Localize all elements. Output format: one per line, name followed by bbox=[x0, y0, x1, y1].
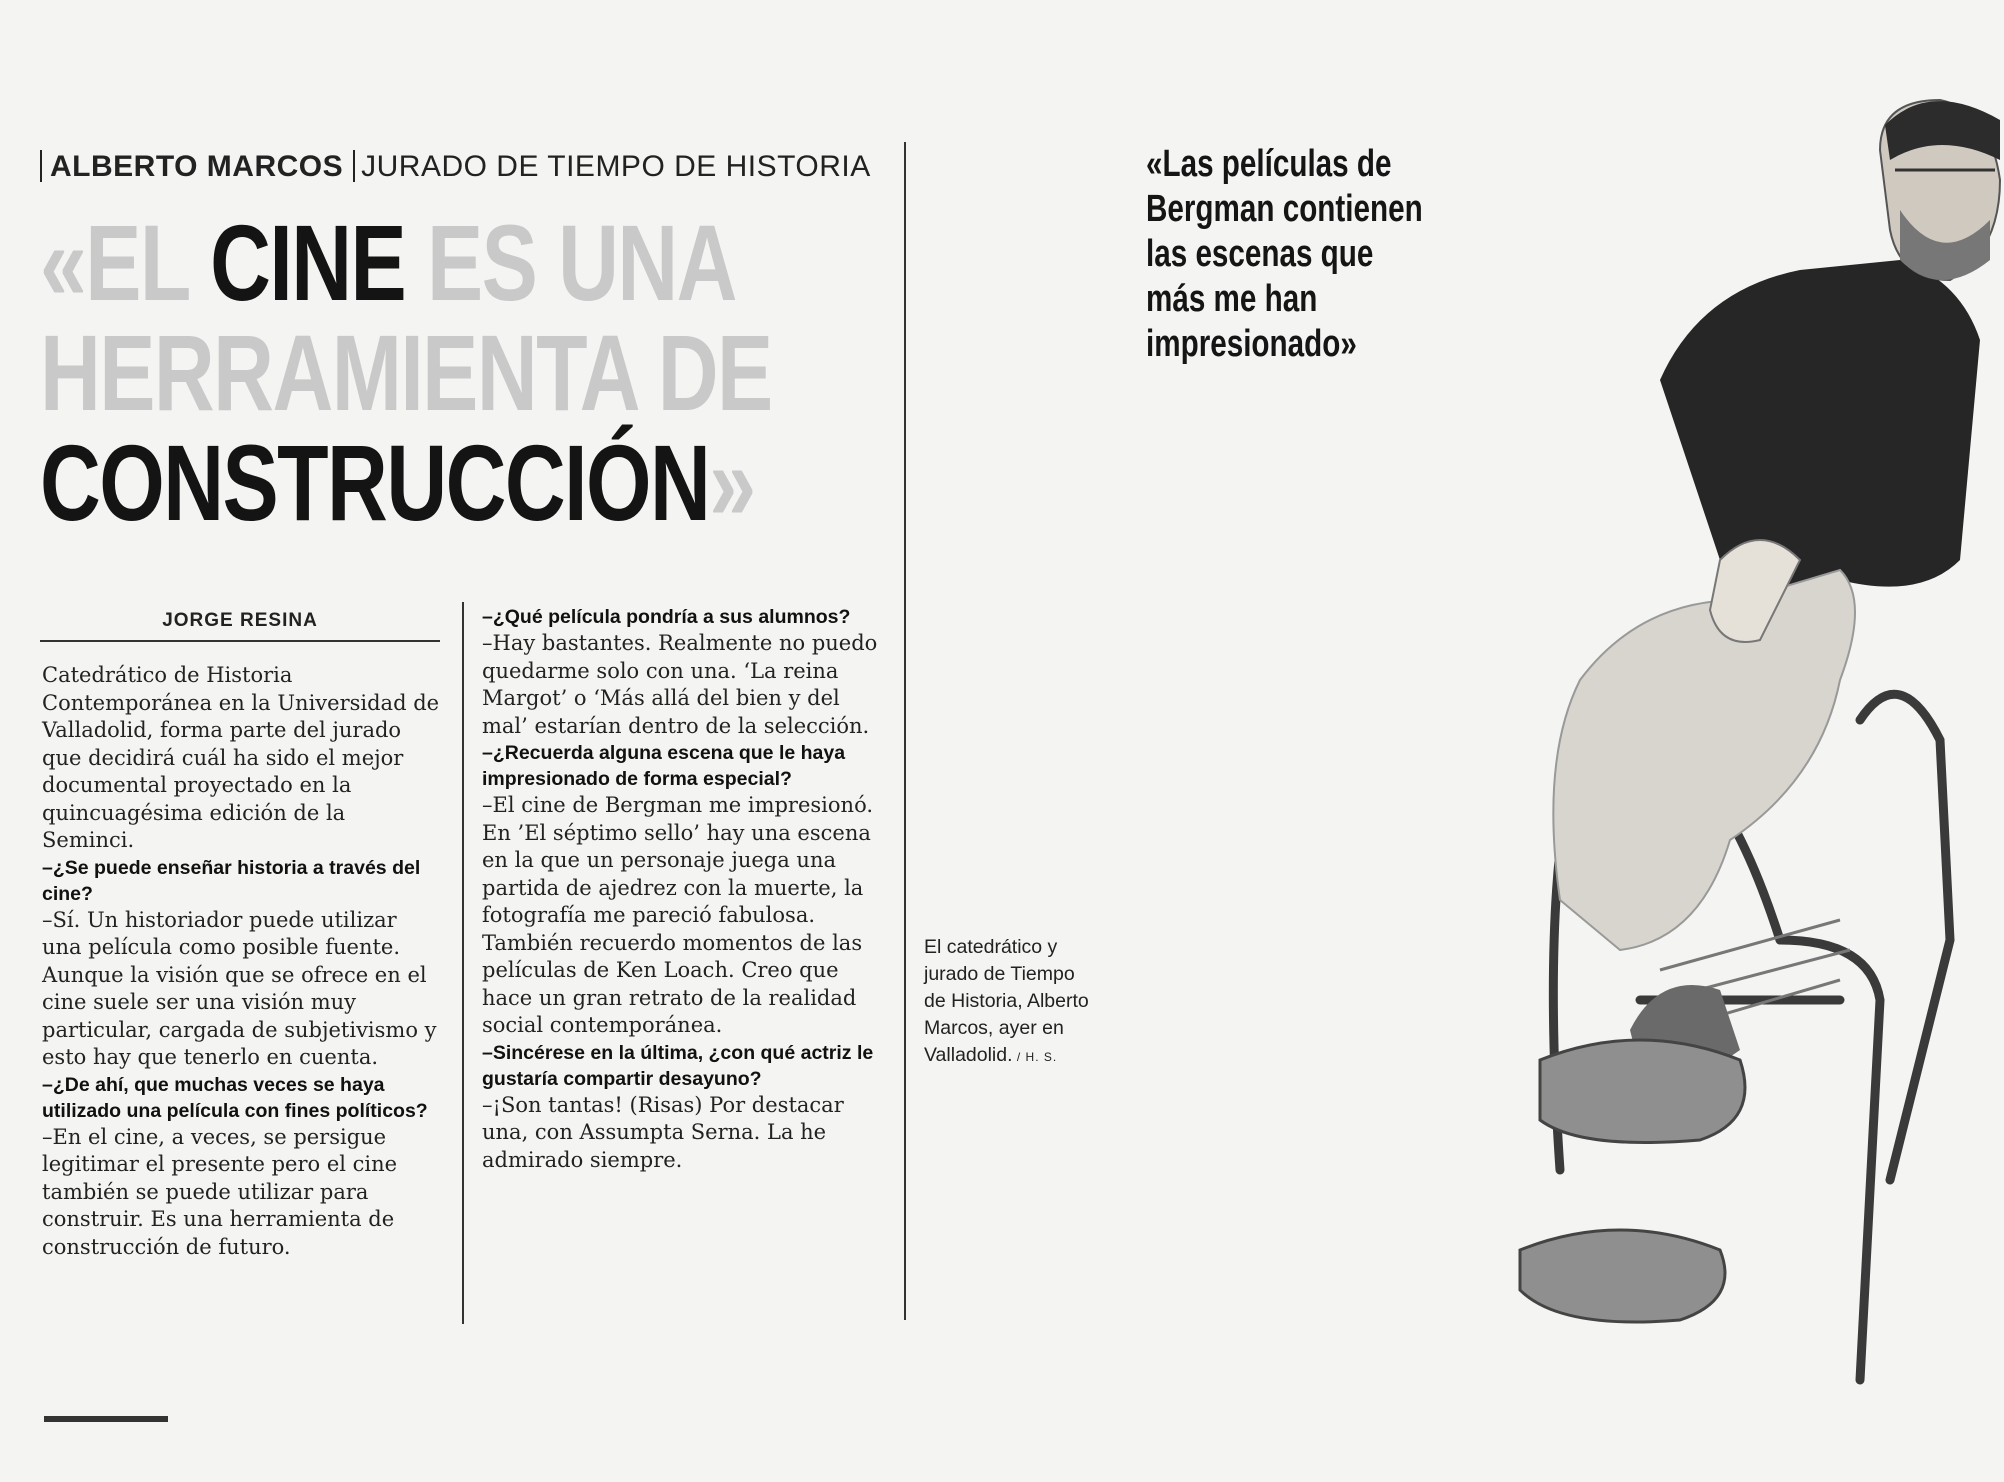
column-divider bbox=[462, 602, 464, 1324]
byline: JORGE RESINA bbox=[162, 610, 318, 631]
article-column-2 bbox=[482, 604, 882, 1174]
pull-quote bbox=[1146, 142, 1423, 367]
headline-text: CONSTRUCCIÓN bbox=[40, 422, 710, 543]
page-footer-mark bbox=[44, 1416, 168, 1422]
headline bbox=[40, 202, 772, 543]
answer: –Hay bastantes. Realmente no puedo quedarme solo con una. ‘La reina Margot’ o ‘Más allá del bien y del mal’ estarían dentro de la selección. bbox=[482, 631, 878, 738]
headline-line-2 bbox=[40, 312, 773, 433]
kicker-divider bbox=[40, 150, 42, 182]
answer: –¡Son tantas! (Risas) Por destacar una, con Assumpta Serna. La he admirado siempre. bbox=[482, 1092, 844, 1172]
pull-quote-line: Bergman contienen bbox=[1146, 188, 1423, 230]
answer: –En el cine, a veces, se persigue legitimar el presente pero el cine también se puede utilizar para construir. Es una herramienta de construcción de futuro. bbox=[42, 1124, 398, 1259]
answer: –Sí. Un historiador puede utilizar una película como posible fuente. Aunque la visión que se ofrece en el cine suele ser una visión muy particular, cargada de subjetivismo y esto hay que tenerlo en cuenta. bbox=[42, 907, 437, 1069]
page-divider bbox=[904, 142, 906, 1320]
photo-caption bbox=[924, 934, 1099, 1071]
kicker-role: JURADO DE TIEMPO DE HISTORIA bbox=[361, 150, 871, 183]
question: –¿Qué película pondría a sus alumnos? bbox=[482, 606, 851, 628]
question: –¿De ahí, que muchas veces se haya utilizado una película con fines políticos? bbox=[42, 1073, 428, 1122]
answer: –El cine de Bergman me impresionó. En ’El séptimo sello’ hay una escena en la que un personaje juega una partida de ajedrez con la muerte, la fotografía me pareció fabulosa. También recuerdo momentos de las películas de Ken Loach. Creo que hace un gran retrato de la realidad social contemporánea. bbox=[482, 793, 874, 1037]
headline-text: » bbox=[709, 422, 755, 543]
kicker-divider bbox=[353, 150, 355, 182]
headline-text: HERRAMIENTA DE bbox=[40, 312, 772, 433]
caption-text: El catedrático y jurado de Tiempo de Historia, Alberto Marcos, ayer en Valladolid. bbox=[924, 936, 1089, 1066]
byline-rule bbox=[40, 640, 440, 642]
portrait-photo bbox=[940, 40, 2004, 1482]
section-kicker bbox=[40, 150, 871, 184]
headline-line-1 bbox=[40, 202, 773, 323]
pull-quote-line: impresionado» bbox=[1146, 323, 1357, 365]
headline-text: CINE bbox=[210, 202, 406, 323]
intro-paragraph: Catedrático de Historia Contemporánea en la Universidad de Valladolid, forma parte del jurado que decidirá cuál ha sido el mejor documental proyectado en la quincuagésima edición de la Seminci. bbox=[42, 663, 440, 852]
headline-text: ES UNA bbox=[405, 202, 736, 323]
kicker-name: ALBERTO MARCOS bbox=[50, 150, 344, 183]
question: –¿Recuerda alguna escena que le haya impresionado de forma especial? bbox=[482, 742, 846, 790]
pull-quote-line: las escenas que bbox=[1146, 233, 1374, 275]
photo-credit: / H. S. bbox=[1012, 1050, 1058, 1064]
headline-line-3 bbox=[40, 422, 773, 543]
headline-text: «EL bbox=[40, 202, 211, 323]
pull-quote-line: «Las películas de bbox=[1146, 143, 1392, 185]
question: –¿Se puede enseñar historia a través del cine? bbox=[42, 856, 421, 905]
question: –Sincérese en la última, ¿con qué actriz le gustaría compartir desayuno? bbox=[482, 1041, 874, 1090]
article-column-1 bbox=[42, 662, 442, 1261]
pull-quote-line: más me han bbox=[1146, 278, 1318, 320]
